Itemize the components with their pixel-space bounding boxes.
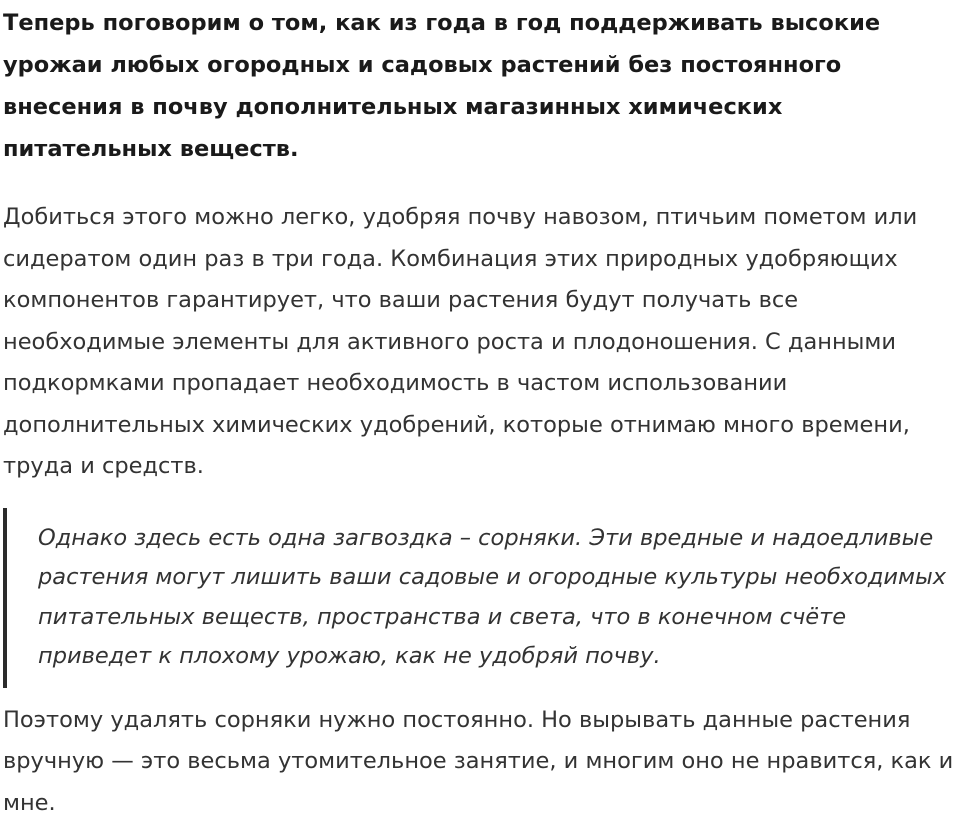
blockquote-weeds [3,508,958,688]
paragraph-weeding: Поэтому удалять сорняки нужно постоянно. Но вырывать данные растения вручную — это весьма утомительное занятие, и многим оно не нравится, как и мне. [3,700,958,824]
blockquote-text: Однако здесь есть одна загвоздка – сорняки. Эти вредные и надоедливые растения могут лишить ваши садовые и огородные культуры необходимых питательных веществ, пространства и света, что в конечном счёте приведет к плохому урожаю, как не удобряй почву. [38,519,958,677]
lead-paragraph: Теперь поговорим о том, как из года в год поддерживать высокие урожаи любых огородных и садовых растений без постоянного внесения в почву дополнительных магазинных химических питательных веществ. [3,0,958,170]
paragraph-fertilizing: Добиться этого можно легко, удобряя почву навозом, птичьим пометом или сидератом один раз в три года. Комбинация этих природных удобряющих компонентов гарантирует, что ваши растения будут получать все необходимые элементы для активного роста и плодоношения. С данными подкормками пропадает необходимость в частом использовании дополнительных химических удобрений, которые отнимаю много времени, труда и средств. [3,197,958,488]
